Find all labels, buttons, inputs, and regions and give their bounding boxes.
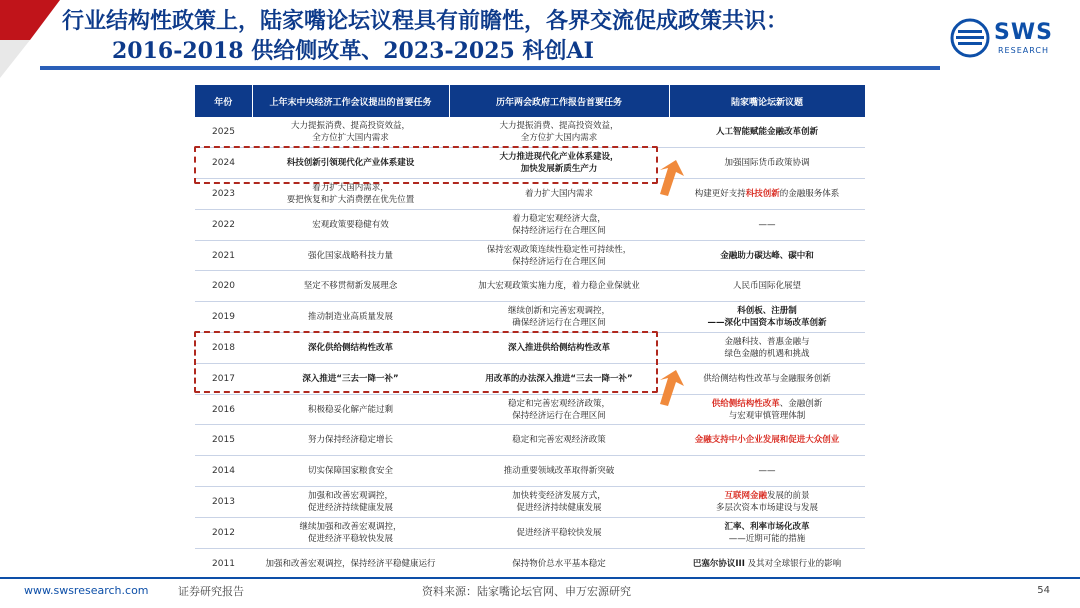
cell-year: 2019 <box>195 302 252 333</box>
cell-year: 2022 <box>195 209 252 240</box>
ljz-highlight-text: 供给侧结构性改革 <box>711 398 780 409</box>
cell-ngr-task: 用改革的办法深入推进“三去一降一补” <box>449 363 669 394</box>
cell-year: 2011 <box>195 548 252 579</box>
cell-cewc-task: 深化供给侧结构性改革 <box>252 333 449 364</box>
footer-source: 资料来源：陆家嘴论坛官网、申万宏源研究 <box>422 585 631 598</box>
cell-ngr-task: 深入推进供给侧结构性改革 <box>449 333 669 364</box>
cell-year: 2017 <box>195 363 252 394</box>
cell-year: 2021 <box>195 240 252 271</box>
cell-ljz-topic <box>669 487 865 518</box>
cell-year: 2013 <box>195 487 252 518</box>
cell-ljz-topic <box>669 425 865 456</box>
ljz-text: 的金融服务体系 <box>779 188 840 199</box>
cell-ngr-task: 促进经济平稳较快发展 <box>449 517 669 548</box>
cell-ljz-topic: 人民币国际化展望 <box>669 271 865 302</box>
footer-report-tag: 证券研究报告 <box>178 585 244 598</box>
ljz-highlight-text: 互联网金融 <box>724 490 767 501</box>
cell-ngr-task: 保持物价总水平基本稳定 <box>449 548 669 579</box>
footer-divider <box>0 577 1080 579</box>
cell-ngr-task: 加快转变经济发展方式， 促进经济持续健康发展 <box>449 487 669 518</box>
sws-logo <box>950 18 1062 58</box>
cell-ljz-topic: —— <box>669 456 865 487</box>
header-cewc: 上年末中央经济工作会议提出的首要任务 <box>252 85 449 117</box>
highlight-box-2017-2018 <box>194 331 658 393</box>
cell-ljz-topic <box>669 548 865 579</box>
cell-ljz-topic: 金融科技、普惠金融与 绿色金融的机遇和挑战 <box>669 333 865 364</box>
table-row <box>195 517 865 548</box>
table-row <box>195 271 865 302</box>
cell-year: 2024 <box>195 148 252 179</box>
cell-ljz-topic: 科创板、注册制 ——深化中国资本市场改革创新 <box>669 302 865 333</box>
cell-cewc-task: 努力保持经济稳定增长 <box>252 425 449 456</box>
cell-cewc-task: 切实保障国家粮食安全 <box>252 456 449 487</box>
table-row <box>195 302 865 333</box>
table-row <box>195 240 865 271</box>
cell-ljz-topic: —— <box>669 209 865 240</box>
cell-ljz-topic: 加强国际货币政策协调 <box>669 148 865 179</box>
table-header-row <box>195 85 865 117</box>
cell-cewc-task: 积极稳妥化解产能过剩 <box>252 394 449 425</box>
cell-ngr-task: 大力推进现代化产业体系建设， 加快发展新质生产力 <box>449 148 669 179</box>
cell-ngr-task: 稳定和完善宏观经济政策 <box>449 425 669 456</box>
cell-ngr-task: 加大宏观政策实施力度，着力稳企业保就业 <box>449 271 669 302</box>
cell-ngr-task: 大力提振消费、提高投资效益， 全方位扩大国内需求 <box>449 117 669 148</box>
ljz-text: ——近期可能的措施 <box>728 533 806 544</box>
cell-cewc-task: 宏观政策要稳健有效 <box>252 209 449 240</box>
cell-cewc-task: 大力提振消费、提高投资效益， 全方位扩大国内需求 <box>252 117 449 148</box>
cell-year: 2020 <box>195 271 252 302</box>
cell-year: 2025 <box>195 117 252 148</box>
table-row <box>195 425 865 456</box>
cell-ljz-topic <box>669 179 865 210</box>
cell-ngr-task: 着力稳定宏观经济大盘， 保持经济运行在合理区间 <box>449 209 669 240</box>
ljz-text: 汇率、利率市场化改革 <box>724 521 810 532</box>
arrow-icon-upper <box>656 158 696 198</box>
cell-cewc-task: 强化国家战略科技力量 <box>252 240 449 271</box>
cell-year: 2015 <box>195 425 252 456</box>
cell-year: 2014 <box>195 456 252 487</box>
header-ngr: 历年两会政府工作报告首要任务 <box>449 85 669 117</box>
cell-ngr-task: 推动重要领域改革取得新突破 <box>449 456 669 487</box>
ljz-text: 巴塞尔协议III <box>692 558 745 569</box>
cell-cewc-task: 科技创新引领现代化产业体系建设 <box>252 148 449 179</box>
cell-cewc-task: 坚定不移贯彻新发展理念 <box>252 271 449 302</box>
cell-ljz-topic: 人工智能赋能金融改革创新 <box>669 117 865 148</box>
header-year: 年份 <box>195 85 252 117</box>
sws-logo-icon <box>950 18 990 58</box>
logo-brand: SWS <box>994 20 1053 45</box>
ljz-text: 发展的前景 多层次资本市场建设与发展 <box>715 490 818 513</box>
cell-cewc-task: 继续加强和改善宏观调控， 促进经济平稳较快发展 <box>252 517 449 548</box>
cell-cewc-task: 深入推进“三去一降一补” <box>252 363 449 394</box>
cell-cewc-task: 推动制造业高质量发展 <box>252 302 449 333</box>
table-row <box>195 209 865 240</box>
title-line-2: 2016-2018 供给侧改革、2023-2025 科创AI <box>112 38 594 64</box>
title-line-1: 行业结构性政策上，陆家嘴论坛议程具有前瞻性，各界交流促成政策共识： <box>62 8 789 34</box>
logo-sub: RESEARCH <box>998 46 1049 55</box>
ljz-highlight-text: 金融支持中小企业发展和促进大众创业 <box>694 435 840 446</box>
cell-ljz-topic <box>669 394 865 425</box>
cell-ngr-task: 继续创新和完善宏观调控， 确保经济运行在合理区间 <box>449 302 669 333</box>
footer-website-link[interactable]: www.swsresearch.com <box>24 584 149 597</box>
cell-year: 2023 <box>195 179 252 210</box>
cell-cewc-task: 加强和改善宏观调控，保持经济平稳健康运行 <box>252 548 449 579</box>
cell-ljz-topic <box>669 517 865 548</box>
cell-ngr-task: 着力扩大国内需求 <box>449 179 669 210</box>
page-number: 54 <box>1037 585 1050 596</box>
cell-year: 2016 <box>195 394 252 425</box>
cell-year: 2018 <box>195 333 252 364</box>
header-ljz: 陆家嘴论坛新议题 <box>669 85 865 117</box>
cell-ljz-topic: 供给侧结构性改革与金融服务创新 <box>669 363 865 394</box>
arrow-icon-lower <box>656 368 696 408</box>
cell-cewc-task: 着力扩大国内需求， 要把恢复和扩大消费摆在优先位置 <box>252 179 449 210</box>
ljz-text: 及其对全球银行业的影响 <box>744 558 842 569</box>
highlight-box-2024 <box>194 146 658 184</box>
ljz-text: 、金融创新 与宏观审慎管理体制 <box>728 398 823 421</box>
ljz-highlight-text: 科技创新 <box>745 188 780 199</box>
page-title <box>62 6 962 66</box>
title-band <box>0 0 1080 78</box>
cell-ngr-task: 稳定和完善宏观经济政策， 保持经济运行在合理区间 <box>449 394 669 425</box>
table-row <box>195 117 865 148</box>
ljz-text: 构建更好支持 <box>694 188 746 199</box>
table-row <box>195 394 865 425</box>
cell-year: 2012 <box>195 517 252 548</box>
table-row <box>195 548 865 579</box>
cell-ljz-topic: 金融助力碳达峰、碳中和 <box>669 240 865 271</box>
table-row <box>195 487 865 518</box>
table-row <box>195 456 865 487</box>
cell-ngr-task: 保持宏观政策连续性稳定性可持续性， 保持经济运行在合理区间 <box>449 240 669 271</box>
cell-cewc-task: 加强和改善宏观调控， 促进经济持续健康发展 <box>252 487 449 518</box>
